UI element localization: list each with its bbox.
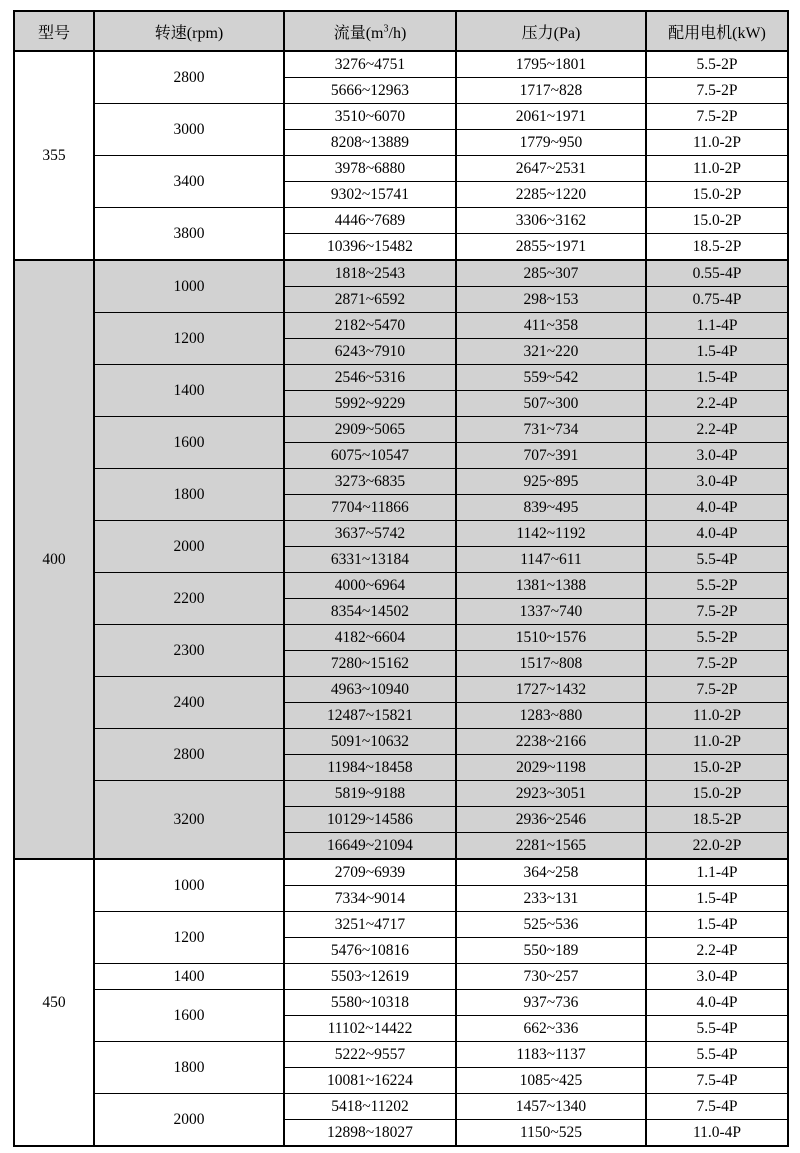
pressure-cell: 2029~1198: [456, 755, 646, 781]
flow-cell: 2709~6939: [284, 859, 456, 886]
flow-cell: 5666~12963: [284, 78, 456, 104]
flow-cell: 7704~11866: [284, 495, 456, 521]
table-row: [14, 156, 788, 182]
flow-cell: 11984~18458: [284, 755, 456, 781]
speed-cell: 2000: [94, 521, 284, 573]
motor-cell: 11.0-2P: [646, 703, 788, 729]
speed-cell: 3000: [94, 104, 284, 156]
table-row: [14, 521, 788, 547]
pressure-cell: 2923~3051: [456, 781, 646, 807]
motor-cell: 4.0-4P: [646, 990, 788, 1016]
header-motor: 配用电机(kW): [646, 11, 788, 51]
pressure-cell: 662~336: [456, 1016, 646, 1042]
pressure-cell: 1510~1576: [456, 625, 646, 651]
pressure-cell: 1457~1340: [456, 1094, 646, 1120]
flow-cell: 5992~9229: [284, 391, 456, 417]
speed-cell: 2000: [94, 1094, 284, 1147]
motor-cell: 2.2-4P: [646, 417, 788, 443]
motor-cell: 11.0-2P: [646, 729, 788, 755]
pressure-cell: 559~542: [456, 365, 646, 391]
fan-performance-spec-table: [13, 10, 789, 1147]
flow-cell: 10129~14586: [284, 807, 456, 833]
flow-cell: 5476~10816: [284, 938, 456, 964]
table-row: [14, 625, 788, 651]
table-row: [14, 912, 788, 938]
pressure-cell: 2061~1971: [456, 104, 646, 130]
header-flow-post: /h): [388, 24, 407, 42]
speed-cell: 1200: [94, 912, 284, 964]
table-row: [14, 365, 788, 391]
table-row: [14, 781, 788, 807]
pressure-cell: 839~495: [456, 495, 646, 521]
table-row: [14, 729, 788, 755]
pressure-cell: 1085~425: [456, 1068, 646, 1094]
model-cell: 400: [14, 260, 94, 859]
pressure-cell: 550~189: [456, 938, 646, 964]
header-flow: [284, 11, 456, 51]
pressure-cell: 2855~1971: [456, 234, 646, 261]
flow-cell: 4000~6964: [284, 573, 456, 599]
flow-cell: 12487~15821: [284, 703, 456, 729]
pressure-cell: 525~536: [456, 912, 646, 938]
table-row: [14, 104, 788, 130]
pressure-cell: 411~358: [456, 313, 646, 339]
motor-cell: 2.2-4P: [646, 938, 788, 964]
pressure-cell: 2936~2546: [456, 807, 646, 833]
speed-cell: 1600: [94, 417, 284, 469]
flow-cell: 6243~7910: [284, 339, 456, 365]
pressure-cell: 925~895: [456, 469, 646, 495]
motor-cell: 5.5-4P: [646, 1016, 788, 1042]
flow-cell: 7334~9014: [284, 886, 456, 912]
header-flow-superscript: 3: [383, 23, 389, 35]
motor-cell: 1.5-4P: [646, 365, 788, 391]
speed-cell: 1000: [94, 260, 284, 313]
flow-cell: 3978~6880: [284, 156, 456, 182]
table-row: [14, 990, 788, 1016]
flow-cell: 7280~15162: [284, 651, 456, 677]
flow-cell: 5222~9557: [284, 1042, 456, 1068]
speed-cell: 3800: [94, 208, 284, 261]
table-row: [14, 964, 788, 990]
speed-cell: 1800: [94, 1042, 284, 1094]
pressure-cell: 1183~1137: [456, 1042, 646, 1068]
speed-cell: 2200: [94, 573, 284, 625]
pressure-cell: 1727~1432: [456, 677, 646, 703]
flow-cell: 10081~16224: [284, 1068, 456, 1094]
motor-cell: 1.1-4P: [646, 313, 788, 339]
flow-cell: 5819~9188: [284, 781, 456, 807]
table-header: [14, 11, 788, 51]
speed-cell: 2800: [94, 51, 284, 104]
flow-cell: 16649~21094: [284, 833, 456, 860]
pressure-cell: 1150~525: [456, 1120, 646, 1147]
flow-cell: 12898~18027: [284, 1120, 456, 1147]
table-row: [14, 859, 788, 886]
motor-cell: 5.5-2P: [646, 625, 788, 651]
pressure-cell: 731~734: [456, 417, 646, 443]
pressure-cell: 1337~740: [456, 599, 646, 625]
speed-cell: 1200: [94, 313, 284, 365]
motor-cell: 5.5-2P: [646, 51, 788, 78]
motor-cell: 2.2-4P: [646, 391, 788, 417]
table-body: [14, 51, 788, 1146]
speed-cell: 1800: [94, 469, 284, 521]
flow-cell: 8208~13889: [284, 130, 456, 156]
motor-cell: 7.5-4P: [646, 1068, 788, 1094]
motor-cell: 5.5-4P: [646, 1042, 788, 1068]
header-row: [14, 11, 788, 51]
speed-cell: 3200: [94, 781, 284, 860]
motor-cell: 11.0-2P: [646, 130, 788, 156]
motor-cell: 1.5-4P: [646, 886, 788, 912]
flow-cell: 3273~6835: [284, 469, 456, 495]
pressure-cell: 1142~1192: [456, 521, 646, 547]
flow-cell: 1818~2543: [284, 260, 456, 287]
flow-cell: 5580~10318: [284, 990, 456, 1016]
pressure-cell: 707~391: [456, 443, 646, 469]
table-row: [14, 1094, 788, 1120]
table-row: [14, 260, 788, 287]
motor-cell: 7.5-2P: [646, 104, 788, 130]
speed-cell: 1400: [94, 964, 284, 990]
motor-cell: 5.5-2P: [646, 573, 788, 599]
motor-cell: 11.0-2P: [646, 156, 788, 182]
motor-cell: 7.5-4P: [646, 1094, 788, 1120]
header-flow-pre: 流量(m: [333, 24, 384, 42]
flow-cell: 5418~11202: [284, 1094, 456, 1120]
model-cell: 355: [14, 51, 94, 260]
flow-cell: 8354~14502: [284, 599, 456, 625]
speed-cell: 2400: [94, 677, 284, 729]
speed-cell: 1000: [94, 859, 284, 912]
pressure-cell: 2238~2166: [456, 729, 646, 755]
flow-cell: 3510~6070: [284, 104, 456, 130]
table-row: [14, 313, 788, 339]
motor-cell: 15.0-2P: [646, 781, 788, 807]
flow-cell: 6075~10547: [284, 443, 456, 469]
flow-cell: 3276~4751: [284, 51, 456, 78]
motor-cell: 15.0-2P: [646, 755, 788, 781]
motor-cell: 1.5-4P: [646, 339, 788, 365]
pressure-cell: 285~307: [456, 260, 646, 287]
motor-cell: 1.1-4P: [646, 859, 788, 886]
pressure-cell: 730~257: [456, 964, 646, 990]
pressure-cell: 321~220: [456, 339, 646, 365]
pressure-cell: 2285~1220: [456, 182, 646, 208]
motor-cell: 0.55-4P: [646, 260, 788, 287]
pressure-cell: 1717~828: [456, 78, 646, 104]
pressure-cell: 364~258: [456, 859, 646, 886]
table-row: [14, 417, 788, 443]
motor-cell: 18.5-2P: [646, 234, 788, 261]
pressure-cell: 2281~1565: [456, 833, 646, 860]
flow-cell: 5503~12619: [284, 964, 456, 990]
motor-cell: 7.5-2P: [646, 78, 788, 104]
flow-cell: 3637~5742: [284, 521, 456, 547]
header-speed: 转速(rpm): [94, 11, 284, 51]
header-pressure: 压力(Pa): [456, 11, 646, 51]
motor-cell: 3.0-4P: [646, 443, 788, 469]
pressure-cell: 1517~808: [456, 651, 646, 677]
pressure-cell: 233~131: [456, 886, 646, 912]
pressure-cell: 2647~2531: [456, 156, 646, 182]
table-row: [14, 208, 788, 234]
motor-cell: 18.5-2P: [646, 807, 788, 833]
table-row: [14, 677, 788, 703]
flow-cell: 9302~15741: [284, 182, 456, 208]
flow-cell: 2182~5470: [284, 313, 456, 339]
pressure-cell: 1283~880: [456, 703, 646, 729]
flow-cell: 4963~10940: [284, 677, 456, 703]
motor-cell: 7.5-2P: [646, 677, 788, 703]
motor-cell: 3.0-4P: [646, 964, 788, 990]
motor-cell: 22.0-2P: [646, 833, 788, 860]
flow-cell: 11102~14422: [284, 1016, 456, 1042]
pressure-cell: 298~153: [456, 287, 646, 313]
flow-cell: 2546~5316: [284, 365, 456, 391]
table-row: [14, 51, 788, 78]
table-row: [14, 1042, 788, 1068]
motor-cell: 15.0-2P: [646, 208, 788, 234]
motor-cell: 15.0-2P: [646, 182, 788, 208]
pressure-cell: 3306~3162: [456, 208, 646, 234]
pressure-cell: 1795~1801: [456, 51, 646, 78]
motor-cell: 0.75-4P: [646, 287, 788, 313]
speed-cell: 2300: [94, 625, 284, 677]
table-row: [14, 573, 788, 599]
flow-cell: 2909~5065: [284, 417, 456, 443]
pressure-cell: 507~300: [456, 391, 646, 417]
flow-cell: 6331~13184: [284, 547, 456, 573]
flow-cell: 4446~7689: [284, 208, 456, 234]
flow-cell: 3251~4717: [284, 912, 456, 938]
motor-cell: 1.5-4P: [646, 912, 788, 938]
pressure-cell: 1779~950: [456, 130, 646, 156]
flow-cell: 2871~6592: [284, 287, 456, 313]
motor-cell: 7.5-2P: [646, 651, 788, 677]
speed-cell: 3400: [94, 156, 284, 208]
motor-cell: 3.0-4P: [646, 469, 788, 495]
speed-cell: 1400: [94, 365, 284, 417]
motor-cell: 5.5-4P: [646, 547, 788, 573]
motor-cell: 4.0-4P: [646, 521, 788, 547]
flow-cell: 5091~10632: [284, 729, 456, 755]
header-model: 型号: [14, 11, 94, 51]
speed-cell: 1600: [94, 990, 284, 1042]
motor-cell: 4.0-4P: [646, 495, 788, 521]
motor-cell: 11.0-4P: [646, 1120, 788, 1147]
motor-cell: 7.5-2P: [646, 599, 788, 625]
flow-cell: 10396~15482: [284, 234, 456, 261]
pressure-cell: 937~736: [456, 990, 646, 1016]
model-cell: 450: [14, 859, 94, 1146]
pressure-cell: 1381~1388: [456, 573, 646, 599]
table-row: [14, 469, 788, 495]
speed-cell: 2800: [94, 729, 284, 781]
flow-cell: 4182~6604: [284, 625, 456, 651]
pressure-cell: 1147~611: [456, 547, 646, 573]
